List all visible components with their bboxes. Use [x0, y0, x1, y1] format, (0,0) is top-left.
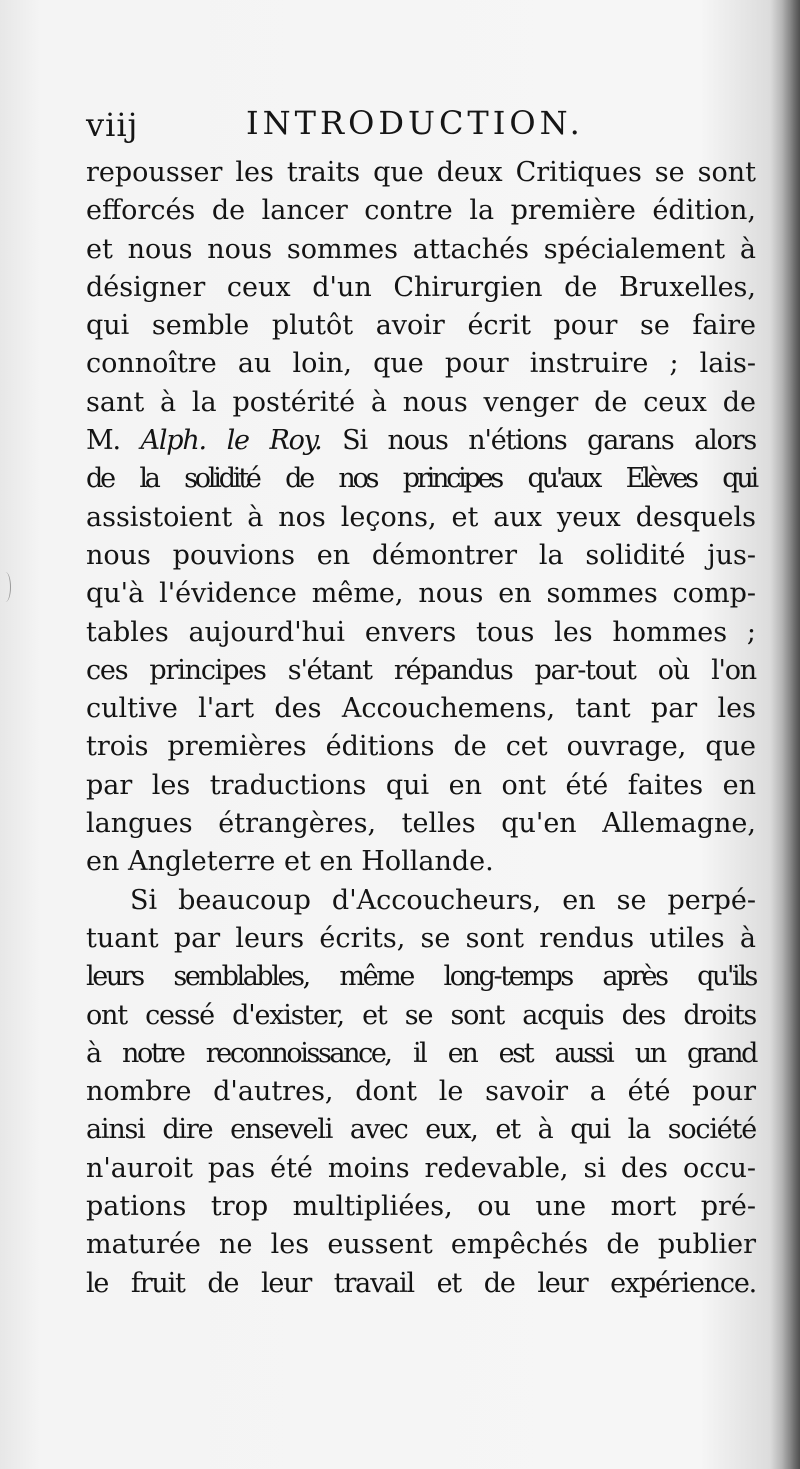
- text-line: sant à la postérité à nous venger de ceux de: [86, 386, 756, 418]
- text-line: connoître au loin, que pour instruire ; lais-: [86, 348, 756, 380]
- author-name: Alph. le Roy.: [140, 425, 322, 457]
- text-line: par les traductions qui en ont été faites en: [86, 769, 756, 801]
- text-line: repousser les traits que deux Critiques se sont: [86, 157, 756, 188]
- text-line: et nous nous sommes attachés spécialement à: [86, 233, 756, 265]
- text-line: langues étrangères, telles qu'en Allemagne,: [86, 808, 756, 840]
- page-fold-shadow: [782, 0, 800, 1469]
- text-line: efforcés de lancer contre la première édition,: [86, 195, 756, 227]
- text-line: nous pouvions en démontrer la solidité jus-: [86, 539, 756, 571]
- text-line: qu'à l'évidence même, nous en sommes comp-: [86, 578, 756, 610]
- text-line: maturée ne les eussent empêchés de publier: [86, 1229, 756, 1261]
- running-header: [86, 104, 756, 148]
- text-line: n'auroit pas été moins redevable, si des occu-: [86, 1152, 756, 1184]
- text-line: désigner ceux d'un Chirurgien de Bruxelles,: [86, 271, 756, 303]
- text-line: [86, 422, 756, 460]
- running-title: INTRODUCTION.: [246, 104, 584, 142]
- text-line: assistoient à nos leçons, et aux yeux desquels: [86, 501, 756, 533]
- text-line: pations trop multipliées, ou une mort pré-: [86, 1191, 756, 1223]
- text-line: tuant par leurs écrits, se sont rendus utiles à: [86, 922, 756, 954]
- margin-mark: [0, 572, 11, 602]
- text-line: en Angleterre et en Hollande.: [86, 846, 494, 878]
- text-line: qui semble plutôt avoir écrit pour se faire: [86, 310, 756, 342]
- text-line: ont cessé d'exister, et se sont acquis des droits: [86, 999, 756, 1031]
- text-line: nombre d'autres, dont le savoir a été pour: [86, 1076, 756, 1108]
- page-number: viij: [86, 106, 139, 144]
- text-line: tables aujourd'hui envers tous les hommes ;: [86, 616, 756, 648]
- text-line: Si beaucoup d'Accoucheurs, en se perpé-: [130, 884, 756, 916]
- text-line: le fruit de leur travail et de leur expérience.: [86, 1267, 756, 1299]
- text-line: cultive l'art des Accouchemens, tant par les: [86, 693, 756, 725]
- text-span: Si nous n'étions garans alors: [342, 425, 756, 457]
- text-line: ainsi dire enseveli avec eux, et à qui la société: [86, 1114, 756, 1146]
- text-line: leurs semblables, même long-temps après qu'ils: [86, 961, 756, 993]
- text-line: de la solidité de nos principes qu'aux Elèves qui: [86, 463, 756, 495]
- body-text: [86, 154, 756, 1303]
- text-line: à notre reconnoissance, il en est aussi un grand: [86, 1037, 756, 1069]
- text-line: ces principes s'étant répandus par-tout où l'on: [86, 654, 756, 686]
- text-line: trois premières éditions de cet ouvrage, que: [86, 731, 756, 763]
- text-span: M.: [86, 425, 120, 457]
